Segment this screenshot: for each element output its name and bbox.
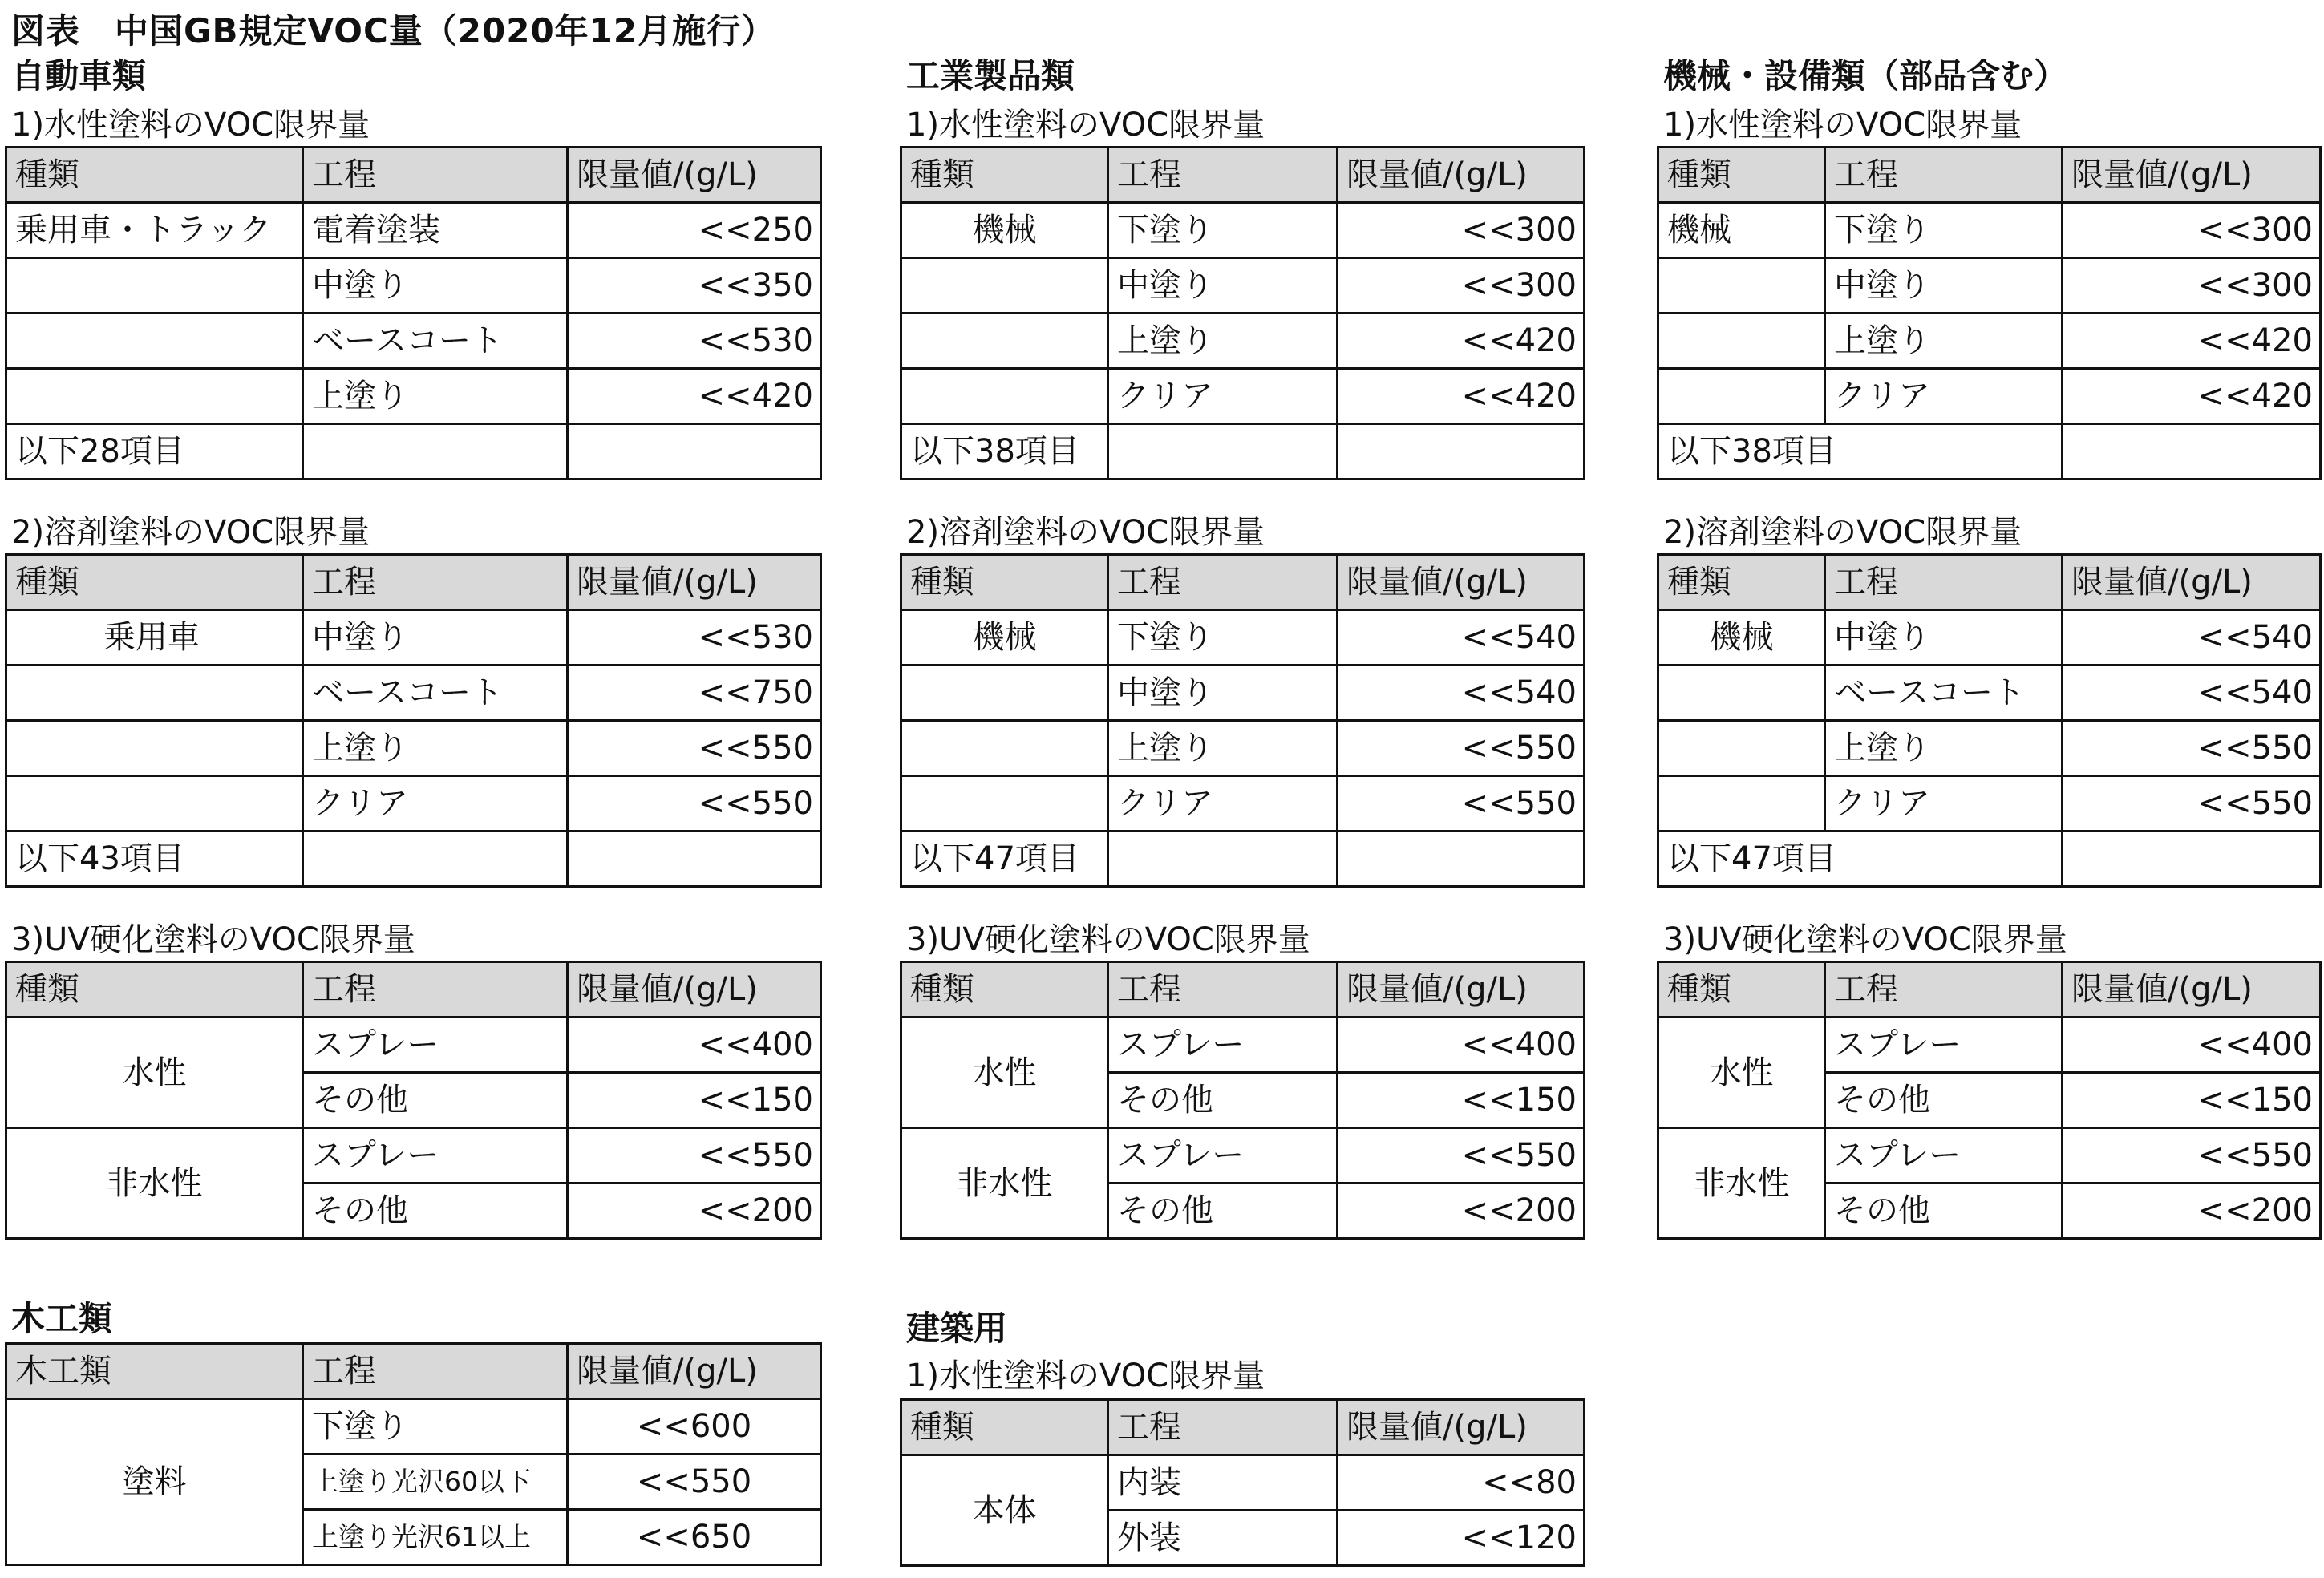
header-process: 工程	[1108, 962, 1338, 1018]
header-process: 工程	[1825, 555, 2063, 610]
process-cell: 上塗り	[1108, 721, 1338, 776]
limit-cell: <<200	[1338, 1184, 1585, 1239]
limit-cell: <<540	[2063, 610, 2321, 666]
table-row	[901, 721, 1585, 776]
process-cell: 中塗り	[303, 610, 568, 666]
page-title: 図表 中国GB規定VOC量（2020年12月施行）	[11, 11, 776, 51]
table-row	[901, 424, 1585, 479]
process-cell: ベースコート	[1825, 666, 2063, 721]
type-cell: 塗料	[6, 1399, 303, 1565]
table-row	[901, 258, 1585, 314]
industrial-solvent-table	[900, 553, 1585, 888]
type-cell	[6, 369, 303, 424]
header-limit: 限量値/(g/L)	[2063, 962, 2321, 1018]
type-cell: 以下47項目	[901, 831, 1108, 887]
process-cell: 中塗り	[303, 258, 568, 314]
type-cell: 以下28項目	[6, 424, 303, 479]
process-cell: その他	[1108, 1184, 1338, 1239]
table-row	[6, 831, 821, 887]
process-cell: 電着塗装	[303, 203, 568, 258]
type-cell	[901, 776, 1108, 831]
type-cell: 水性	[6, 1018, 303, 1128]
header-limit: 限量値/(g/L)	[2063, 148, 2321, 203]
table-row	[1658, 610, 2321, 666]
type-cell: 以下47項目	[1658, 831, 2063, 887]
type-cell: 以下38項目	[1658, 424, 2063, 479]
process-cell: 上塗り光沢61以上	[303, 1510, 568, 1565]
limit-cell: <<400	[2063, 1018, 2321, 1073]
table-row	[1658, 776, 2321, 831]
machinery-solvent-label: 2)溶剤塗料のVOC限界量	[1663, 514, 2022, 551]
process-cell: その他	[1108, 1073, 1338, 1128]
limit-cell: <<550	[568, 776, 821, 831]
process-cell: 中塗り	[1825, 610, 2063, 666]
construction-heading: 建築用	[906, 1309, 1008, 1348]
type-cell	[1658, 369, 1825, 424]
process-cell: 下塗り	[1825, 203, 2063, 258]
table-row	[1658, 666, 2321, 721]
process-cell: その他	[1825, 1073, 2063, 1128]
process-cell: スプレー	[1108, 1128, 1338, 1184]
header-process: 工程	[303, 962, 568, 1018]
process-cell: クリア	[1825, 776, 2063, 831]
limit-cell: <<120	[1338, 1511, 1585, 1566]
process-cell: クリア	[1825, 369, 2063, 424]
table-header-row	[901, 962, 1585, 1018]
construction-table	[900, 1398, 1585, 1567]
industrial-solvent-label: 2)溶剤塗料のVOC限界量	[906, 514, 1265, 551]
process-cell: クリア	[1108, 776, 1338, 831]
header-limit: 限量値/(g/L)	[568, 148, 821, 203]
process-cell: クリア	[1108, 369, 1338, 424]
type-cell	[901, 369, 1108, 424]
process-cell: スプレー	[1825, 1128, 2063, 1184]
header-type: 種類	[901, 148, 1108, 203]
type-cell	[6, 666, 303, 721]
header-type: 種類	[1658, 962, 1825, 1018]
table-row	[901, 203, 1585, 258]
type-cell: 機械	[1658, 203, 1825, 258]
limit-cell: <<300	[1338, 258, 1585, 314]
industrial-water-table	[900, 146, 1585, 480]
limit-cell: <<420	[2063, 369, 2321, 424]
table-header-row	[901, 1400, 1585, 1455]
process-cell: クリア	[303, 776, 568, 831]
table-row	[901, 1455, 1585, 1511]
limit-cell: <<150	[1338, 1073, 1585, 1128]
process-cell: ベースコート	[303, 314, 568, 369]
process-cell	[303, 424, 568, 479]
limit-cell: <<150	[2063, 1073, 2321, 1128]
process-cell: 中塗り	[1825, 258, 2063, 314]
limit-cell: <<530	[568, 314, 821, 369]
limit-cell: <<250	[568, 203, 821, 258]
automobile-heading: 自動車類	[11, 56, 147, 95]
automobile-water-label: 1)水性塗料のVOC限界量	[11, 107, 370, 144]
header-limit: 限量値/(g/L)	[1338, 1400, 1585, 1455]
table-row	[6, 610, 821, 666]
limit-cell: <<550	[1338, 776, 1585, 831]
header-limit: 限量値/(g/L)	[568, 555, 821, 610]
process-cell: 上塗り	[303, 369, 568, 424]
limit-cell	[1338, 424, 1585, 479]
table-row	[6, 666, 821, 721]
header-type: 種類	[901, 1400, 1108, 1455]
automobile-uv-label: 3)UV硬化塗料のVOC限界量	[11, 921, 415, 958]
table-header-row	[901, 555, 1585, 610]
limit-cell: <<350	[568, 258, 821, 314]
type-cell: 機械	[901, 610, 1108, 666]
industrial-heading: 工業製品類	[906, 56, 1075, 95]
limit-cell: <<200	[2063, 1184, 2321, 1239]
table-header-row	[1658, 555, 2321, 610]
header-process: 工程	[1108, 1400, 1338, 1455]
process-cell: その他	[1825, 1184, 2063, 1239]
header-limit: 限量値/(g/L)	[568, 962, 821, 1018]
machinery-water-label: 1)水性塗料のVOC限界量	[1663, 107, 2022, 144]
table-row	[901, 666, 1585, 721]
process-cell: 下塗り	[1108, 610, 1338, 666]
limit-cell: <<200	[568, 1184, 821, 1239]
machinery-heading: 機械・設備類（部品含む）	[1663, 56, 2068, 95]
process-cell: 下塗り	[303, 1399, 568, 1455]
limit-cell: <<150	[568, 1073, 821, 1128]
woodwork-heading: 木工類	[11, 1299, 113, 1338]
limit-cell: <<550	[568, 1455, 821, 1510]
table-header-row	[6, 148, 821, 203]
type-cell	[1658, 776, 1825, 831]
table-row	[6, 314, 821, 369]
type-cell	[1658, 666, 1825, 721]
construction-water-label: 1)水性塗料のVOC限界量	[906, 1357, 1265, 1394]
industrial-uv-table	[900, 961, 1585, 1240]
table-row	[1658, 369, 2321, 424]
limit-cell: <<550	[1338, 1128, 1585, 1184]
process-cell: 上塗り	[1825, 721, 2063, 776]
table-header-row	[1658, 148, 2321, 203]
header-limit: 限量値/(g/L)	[1338, 148, 1585, 203]
header-type: 種類	[6, 962, 303, 1018]
header-limit: 限量値/(g/L)	[2063, 555, 2321, 610]
header-process: 工程	[303, 555, 568, 610]
limit-cell: <<550	[2063, 1128, 2321, 1184]
industrial-water-label: 1)水性塗料のVOC限界量	[906, 107, 1265, 144]
process-cell: 上塗り	[1825, 314, 2063, 369]
limit-cell: <<300	[1338, 203, 1585, 258]
limit-cell	[568, 831, 821, 887]
table-row	[6, 1399, 821, 1455]
limit-cell: <<540	[1338, 666, 1585, 721]
table-row	[1658, 721, 2321, 776]
header-process: 工程	[1108, 555, 1338, 610]
limit-cell: <<750	[568, 666, 821, 721]
automobile-uv-table	[5, 961, 822, 1240]
table-row	[6, 424, 821, 479]
type-cell: 非水性	[901, 1128, 1108, 1239]
limit-cell: <<530	[568, 610, 821, 666]
table-row	[6, 1128, 821, 1184]
table-row	[6, 721, 821, 776]
header-limit: 限量値/(g/L)	[1338, 555, 1585, 610]
table-row	[901, 314, 1585, 369]
header-process: 工程	[303, 1344, 568, 1399]
table-row	[6, 258, 821, 314]
header-process: 工程	[1825, 962, 2063, 1018]
limit-cell: <<550	[2063, 721, 2321, 776]
limit-cell	[568, 424, 821, 479]
automobile-water-table	[5, 146, 822, 480]
table-row	[1658, 424, 2321, 479]
table-row	[1658, 1018, 2321, 1073]
table-row	[1658, 314, 2321, 369]
type-cell	[901, 666, 1108, 721]
header-type: 種類	[901, 962, 1108, 1018]
limit-cell: <<420	[1338, 314, 1585, 369]
automobile-solvent-table	[5, 553, 822, 888]
limit-cell: <<420	[2063, 314, 2321, 369]
limit-cell	[1338, 831, 1585, 887]
type-cell: 機械	[1658, 610, 1825, 666]
table-header-row	[1658, 962, 2321, 1018]
table-row	[1658, 203, 2321, 258]
table-row	[901, 831, 1585, 887]
table-row	[901, 1128, 1585, 1184]
type-cell: 以下38項目	[901, 424, 1108, 479]
type-cell: 水性	[1658, 1018, 1825, 1128]
header-type: 種類	[1658, 555, 1825, 610]
type-cell	[6, 776, 303, 831]
limit-cell: <<540	[2063, 666, 2321, 721]
type-cell: 非水性	[1658, 1128, 1825, 1239]
machinery-water-table	[1657, 146, 2322, 480]
type-cell	[901, 314, 1108, 369]
process-cell: ベースコート	[303, 666, 568, 721]
type-cell: 機械	[901, 203, 1108, 258]
header-type: 木工類	[6, 1344, 303, 1399]
limit-cell: <<550	[1338, 721, 1585, 776]
type-cell	[1658, 721, 1825, 776]
automobile-solvent-label: 2)溶剤塗料のVOC限界量	[11, 514, 370, 551]
header-type: 種類	[6, 148, 303, 203]
type-cell: 以下43項目	[6, 831, 303, 887]
type-cell: 非水性	[6, 1128, 303, 1239]
machinery-uv-table	[1657, 961, 2322, 1240]
process-cell: 内装	[1108, 1455, 1338, 1511]
process-cell	[303, 831, 568, 887]
table-row	[901, 610, 1585, 666]
limit-cell: <<400	[568, 1018, 821, 1073]
table-row	[6, 369, 821, 424]
limit-cell: <<80	[1338, 1455, 1585, 1511]
table-row	[901, 1018, 1585, 1073]
process-cell: スプレー	[1825, 1018, 2063, 1073]
table-row	[6, 203, 821, 258]
table-row	[6, 776, 821, 831]
process-cell: 上塗り光沢60以下	[303, 1455, 568, 1510]
limit-cell: <<300	[2063, 203, 2321, 258]
type-cell	[901, 721, 1108, 776]
limit-cell: <<420	[568, 369, 821, 424]
limit-cell	[2063, 424, 2321, 479]
type-cell: 乗用車	[6, 610, 303, 666]
header-process: 工程	[1108, 148, 1338, 203]
type-cell	[6, 721, 303, 776]
limit-cell: <<300	[2063, 258, 2321, 314]
machinery-solvent-table	[1657, 553, 2322, 888]
limit-cell: <<600	[568, 1399, 821, 1455]
limit-cell: <<400	[1338, 1018, 1585, 1073]
industrial-uv-label: 3)UV硬化塗料のVOC限界量	[906, 921, 1310, 958]
header-type: 種類	[901, 555, 1108, 610]
process-cell	[1108, 831, 1338, 887]
table-row	[1658, 258, 2321, 314]
process-cell	[1108, 424, 1338, 479]
table-row	[6, 1018, 821, 1073]
process-cell: スプレー	[303, 1128, 568, 1184]
type-cell: 本体	[901, 1455, 1108, 1566]
header-type: 種類	[6, 555, 303, 610]
limit-cell: <<540	[1338, 610, 1585, 666]
limit-cell: <<550	[568, 721, 821, 776]
process-cell: 上塗り	[303, 721, 568, 776]
type-cell	[1658, 258, 1825, 314]
woodwork-table	[5, 1342, 822, 1566]
process-cell: 下塗り	[1108, 203, 1338, 258]
table-header-row	[6, 1344, 821, 1399]
limit-cell: <<550	[568, 1128, 821, 1184]
header-limit: 限量値/(g/L)	[1338, 962, 1585, 1018]
process-cell: 外装	[1108, 1511, 1338, 1566]
table-row	[1658, 831, 2321, 887]
type-cell	[6, 314, 303, 369]
process-cell: スプレー	[303, 1018, 568, 1073]
table-row	[901, 369, 1585, 424]
table-header-row	[6, 962, 821, 1018]
process-cell: その他	[303, 1184, 568, 1239]
table-row	[901, 776, 1585, 831]
header-process: 工程	[1825, 148, 2063, 203]
type-cell: 乗用車・トラック	[6, 203, 303, 258]
type-cell	[6, 258, 303, 314]
limit-cell: <<650	[568, 1510, 821, 1565]
limit-cell: <<420	[1338, 369, 1585, 424]
limit-cell	[2063, 831, 2321, 887]
type-cell	[1658, 314, 1825, 369]
process-cell: 中塗り	[1108, 666, 1338, 721]
header-type: 種類	[1658, 148, 1825, 203]
header-limit: 限量値/(g/L)	[568, 1344, 821, 1399]
process-cell: スプレー	[1108, 1018, 1338, 1073]
type-cell	[901, 258, 1108, 314]
limit-cell: <<550	[2063, 776, 2321, 831]
process-cell: 中塗り	[1108, 258, 1338, 314]
header-process: 工程	[303, 148, 568, 203]
table-row	[1658, 1128, 2321, 1184]
table-header-row	[6, 555, 821, 610]
type-cell: 水性	[901, 1018, 1108, 1128]
process-cell: その他	[303, 1073, 568, 1128]
process-cell: 上塗り	[1108, 314, 1338, 369]
table-header-row	[901, 148, 1585, 203]
machinery-uv-label: 3)UV硬化塗料のVOC限界量	[1663, 921, 2067, 958]
